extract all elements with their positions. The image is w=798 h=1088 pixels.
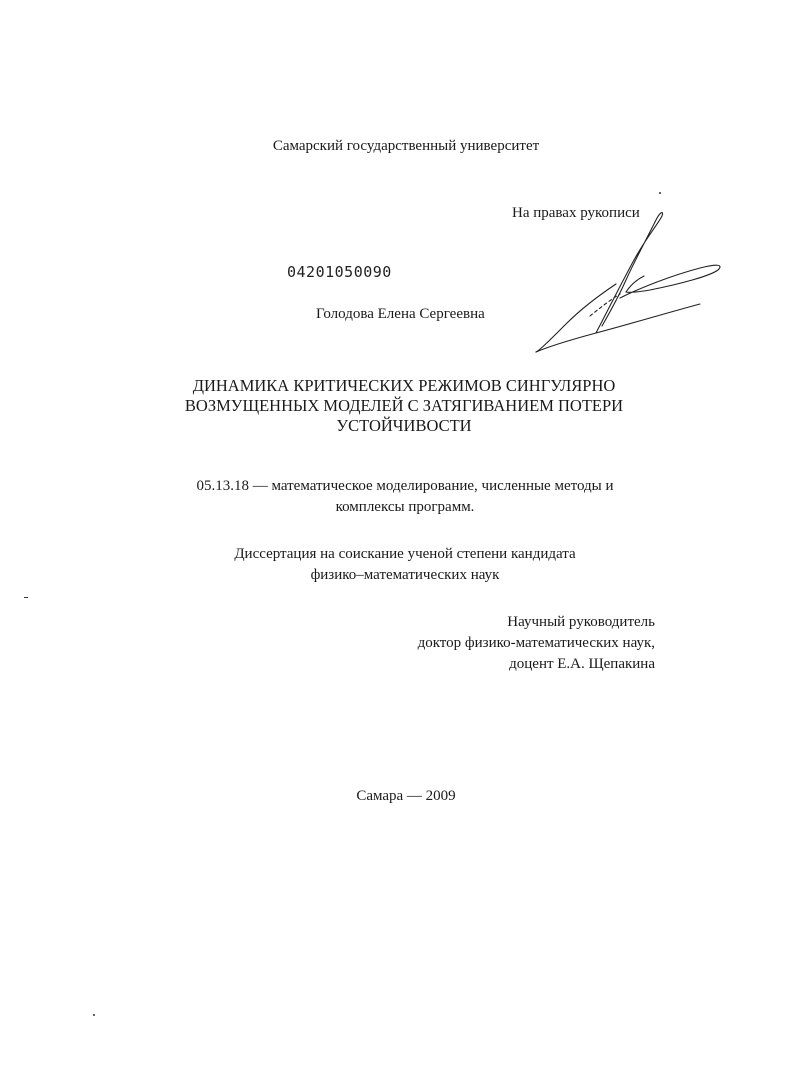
signature-icon [530, 200, 730, 360]
scan-speck [93, 1014, 95, 1016]
city-year: Самара — 2009 [356, 788, 456, 804]
specialty-line: 05.13.18 — математическое моделирование, численные методы и [196, 478, 614, 494]
title-line: УСТОЙЧИВОСТИ [336, 416, 472, 435]
supervisor-line: доктор физико-математических наук, [417, 635, 655, 651]
supervisor-block [418, 612, 655, 675]
scan-speck [24, 597, 28, 598]
title-line: ВОЗМУЩЕННЫХ МОДЕЛЕЙ С ЗАТЯГИВАНИЕМ ПОТЕРИ [184, 396, 624, 415]
degree-line: Диссертация на соискание ученой степени кандидата [234, 546, 576, 562]
registration-code: 04201050090 [287, 263, 392, 281]
author-name: Голодова Елена Сергеевна [316, 306, 485, 322]
degree-line: физико–математических наук [310, 567, 500, 583]
supervisor-line: Научный руководитель [507, 614, 655, 630]
supervisor-line: доцент Е.А. Щепакина [509, 656, 655, 672]
manuscript-note: На правах рукописи [512, 205, 640, 221]
degree-statement [0, 544, 798, 586]
specialty-block [0, 476, 798, 518]
university-name: Самарский государственный университет [272, 138, 540, 154]
dissertation-title [0, 376, 798, 436]
scan-speck [659, 192, 661, 194]
title-line: ДИНАМИКА КРИТИЧЕСКИХ РЕЖИМОВ СИНГУЛЯРНО [192, 376, 616, 395]
specialty-line: комплексы программ. [335, 499, 475, 515]
